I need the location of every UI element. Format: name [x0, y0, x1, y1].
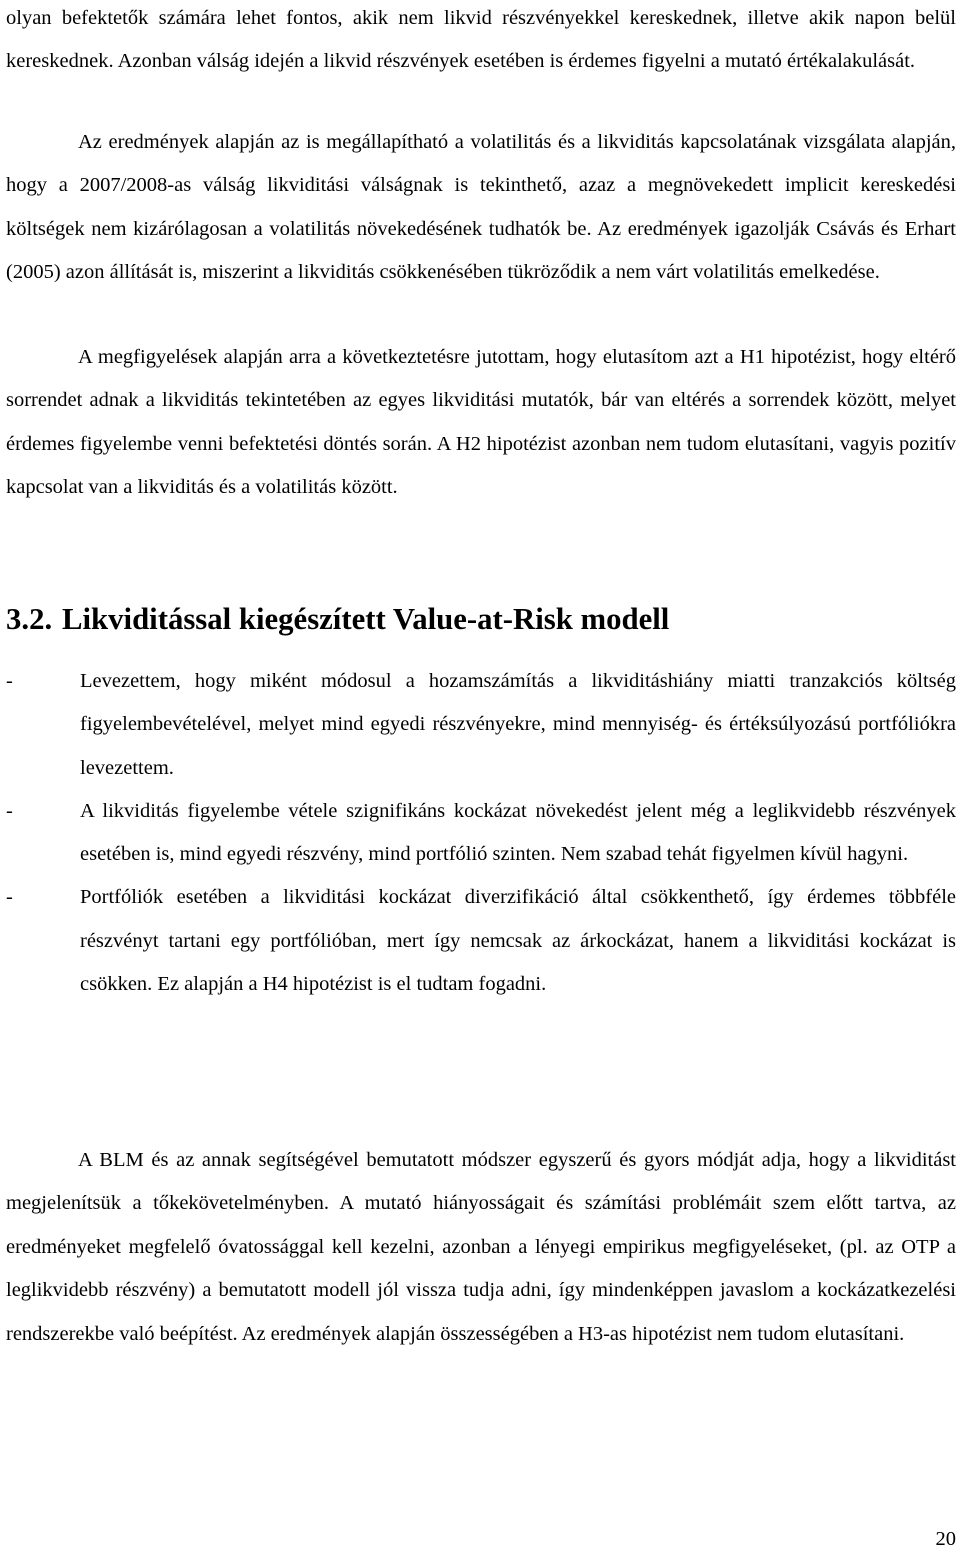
- section-title: Likviditással kiegészített Value-at-Risk modell: [62, 602, 670, 636]
- section-heading: [6, 598, 669, 641]
- dash-marker: -: [6, 799, 13, 822]
- page-number: 20: [935, 1528, 956, 1550]
- list-item-text: Levezettem, hogy miként módosul a hozamszámítás a likviditáshiány miatti tranzakciós költség figyelembevételével, melyet mind egyedi részvényekre, mind mennyiség- és értéksúlyozású portfóliókra levezettem.: [80, 670, 956, 779]
- findings-list: [0, 660, 956, 1006]
- list-item-text: Portfóliók esetében a likviditási kockázat diverzifikáció által csökkenthető, így érdemes többféle részvényt tartani egy portfólióban, mert így nemcsak az árkockázat, hanem a likviditási kockázat is csökken. Ez alapján a H4 hipotézist is el tudtam fogadni.: [80, 886, 956, 996]
- paragraph-hypotheses-h1-h2: A megfigyelések alapján arra a következtetésre jutottam, hogy elutasítom azt a H1 hipotézist, hogy eltérő sorrendet adnak a likviditás tekintetében az egyes likviditási mutatók, bár van eltérés a sorrendek között, melyet érdemes figyelembe venni befektetési döntés során. A H2 hipotézist azonban nem tudom elutasítani, vagyis pozitív kapcsolat van a likviditás és a volatilitás között.: [6, 346, 956, 499]
- section-number: 3.2.: [6, 602, 53, 636]
- paragraph-crisis-liquidity: Az eredmények alapján az is megállapítható a volatilitás és a likviditás kapcsolatának vizsgálata alapján, hogy a 2007/2008-as válság likviditási válságnak is tekinthető, azaz a megnövekedett implicit kereskedési költségek nem kizárólagosan a volatilitás növekedésének tudhatók be. Az eredmények igazolják Csávás és Erhart (2005) azon állítását is, miszerint a likviditás csökkenésében tükröződik a nem várt volatilitás emelkedése.: [6, 131, 956, 284]
- dash-marker: -: [6, 670, 13, 692]
- paragraph-volatility-intro: olyan befektetők számára lehet fontos, akik nem likvid részvényekkel kereskednek, illetve akik napon belül kereskednek. Azonban válság idején a likvid részvények esetében is érdemes figyelni a mutató értékalakulását.: [6, 7, 956, 73]
- paragraph-blm-conclusion: A BLM és az annak segítségével bemutatott módszer egyszerű és gyors módját adja, hogy a likviditást megjelenítsük a tőkekövetelményben. A mutató hiányosságait és számítási problémáit szem előtt tartva, az eredményeket megfelelő óvatossággal kell kezelni, azonban a lényegi empirikus megfigyeléseket, (pl. az OTP a leglikvidebb részvény) a bemutatott modell jól vissza tudja adni, így mindenképpen javaslom a kockázatkezelési rendszerekbe való beépítést. Az eredmények alapján összességében a H3-as hipotézist nem tudom elutasítani.: [6, 1149, 956, 1345]
- list-item: [0, 660, 956, 790]
- list-item: [0, 876, 956, 1006]
- list-item: [0, 790, 956, 877]
- list-item-text: A likviditás figyelembe vétele szignifikáns kockázat növekedést jelent még a leglikvidebb részvények esetében is, mind egyedi részvény, mind portfólió szinten. Nem szabad tehát figyelmen kívül hagyni.: [80, 799, 956, 866]
- dash-marker: -: [6, 886, 13, 909]
